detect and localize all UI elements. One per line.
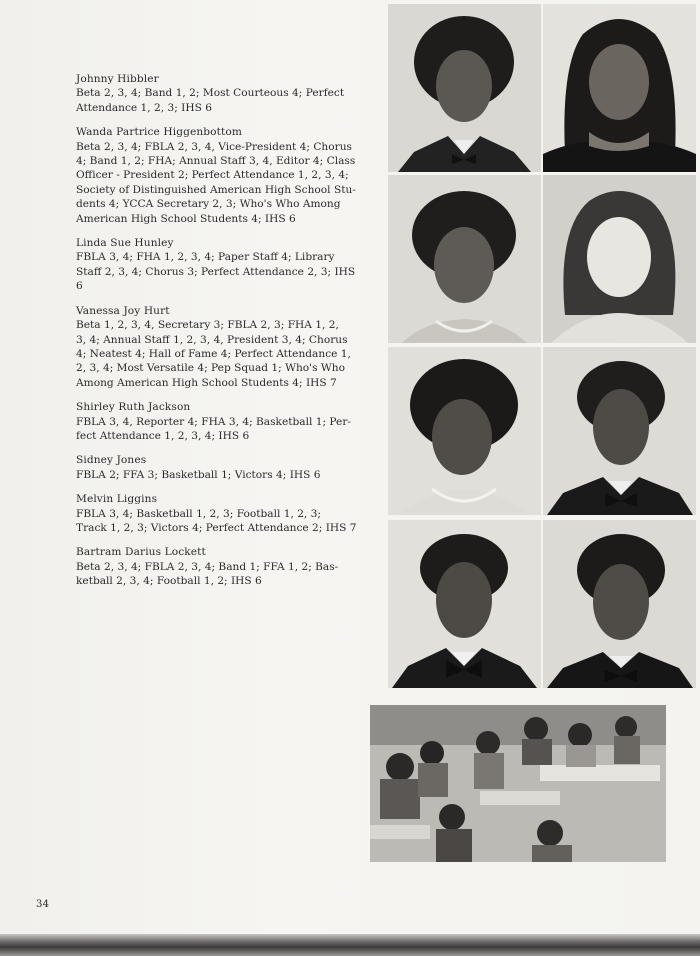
bio-line: Beta 2, 3, 4; FBLA 2, 3, 4, Vice-President 4; Chorus: [76, 140, 352, 153]
bio-name: Vanessa Joy Hurt: [76, 304, 170, 317]
bio-line: FBLA 3, 4, Reporter 4; FHA 3, 4; Basketball 1; Per-: [76, 415, 351, 428]
bio-line: fect Attendance 1, 2, 3, 4; IHS 6: [76, 429, 250, 442]
portrait-vanessa-hurt: [388, 347, 541, 515]
bio-line: Officer - President 2; Perfect Attendance 1, 2, 3, 4;: [76, 169, 349, 182]
portrait-sidney-jones: [543, 347, 696, 515]
bio-line: FBLA 3, 4; FHA 1, 2, 3, 4; Paper Staff 4; Library: [76, 251, 335, 264]
page-number: 34: [36, 899, 50, 910]
portrait-johnny-hibbler: [388, 4, 541, 172]
bio-line: dents 4; YCCA Secretary 2, 3; Who's Who Among: [76, 198, 341, 211]
bio-line: American High School Students 4; IHS 6: [76, 212, 296, 225]
portrait-photo: [388, 520, 541, 688]
portrait-photo: [543, 347, 696, 515]
portrait-photo: [543, 175, 696, 343]
senior-bios-column: [76, 72, 372, 599]
portrait-photo: [388, 175, 541, 343]
portrait-shirley-jackson-light: [543, 175, 696, 343]
bio-name: Johnny Hibbler: [76, 73, 159, 85]
bio-line: 4; Neatest 4; Hall of Fame 4; Perfect Attendance 1,: [76, 347, 351, 360]
portrait-linda-hunley: [388, 175, 541, 343]
bio-name: Shirley Ruth Jackson: [76, 401, 191, 414]
bio-line: 4; Band 1, 2; FHA; Annual Staff 3, 4, Editor 4; Class: [76, 155, 356, 168]
bio-melvin-liggins: [76, 492, 372, 535]
bio-line: 6: [76, 280, 83, 293]
portrait-melvin-liggins: [388, 520, 541, 688]
portrait-photo: [388, 4, 541, 172]
portrait-bartram-lockett: [543, 520, 696, 688]
page-bottom-edge: [0, 934, 700, 956]
bio-name: Sidney Jones: [76, 454, 147, 467]
portrait-wanda-higgenbottom: [543, 4, 696, 172]
bio-line: Society of Distinguished American High School Stu-: [76, 183, 356, 196]
bio-name: Melvin Liggins: [76, 493, 158, 506]
bio-line: FBLA 2; FFA 3; Basketball 1; Victors 4; IHS 6: [76, 468, 321, 481]
bio-name: Bartram Darius Lockett: [76, 546, 206, 559]
portrait-photo: [388, 347, 541, 515]
portrait-photo: [543, 4, 696, 172]
bio-line: Beta 2, 3, 4; Band 1, 2; Most Courteous 4; Perfect: [76, 87, 345, 100]
bio-line: Beta 2, 3, 4; FBLA 2, 3, 4; Band 1; FFA 1, 2; Bas-: [76, 560, 339, 573]
bio-vanessa-hurt: [76, 304, 372, 390]
classroom-scene: [370, 705, 666, 862]
bio-line: FBLA 3, 4; Basketball 1, 2, 3; Football 1, 2, 3;: [76, 507, 321, 520]
bio-name: Linda Sue Hunley: [76, 237, 174, 250]
portrait-photo: [543, 520, 696, 688]
bio-name: Wanda Partrice Higgenbottom: [76, 126, 242, 139]
bio-line: Beta 1, 2, 3, 4, Secretary 3; FBLA 2, 3; FHA 1, 2,: [76, 319, 339, 332]
bio-line: Track 1, 2, 3; Victors 4; Perfect Attendance 2; IHS 7: [76, 521, 357, 534]
bio-shirley-jackson: [76, 400, 372, 443]
bio-line: Attendance 1, 2, 3; IHS 6: [76, 101, 212, 114]
bio-bartram-lockett: [76, 545, 372, 588]
bio-wanda-higgenbottom: [76, 125, 372, 226]
bio-johnny-hibbler: [76, 72, 372, 115]
bio-linda-hunley: [76, 236, 372, 294]
bio-line: Staff 2, 3, 4; Chorus 3; Perfect Attendance 2, 3; IHS: [76, 265, 356, 278]
bio-line: 3, 4; Annual Staff 1, 2, 3, 4, President 3, 4; Chorus: [76, 333, 348, 346]
bio-line: Among American High School Students 4; IHS 7: [76, 376, 337, 389]
bio-sidney-jones: [76, 453, 372, 482]
candid-classroom-photo: [370, 705, 666, 862]
bio-line: 2, 3, 4; Most Versatile 4; Pep Squad 1; Who's Who: [76, 362, 345, 375]
bio-line: ketball 2, 3, 4; Football 1, 2; IHS 6: [76, 575, 262, 588]
